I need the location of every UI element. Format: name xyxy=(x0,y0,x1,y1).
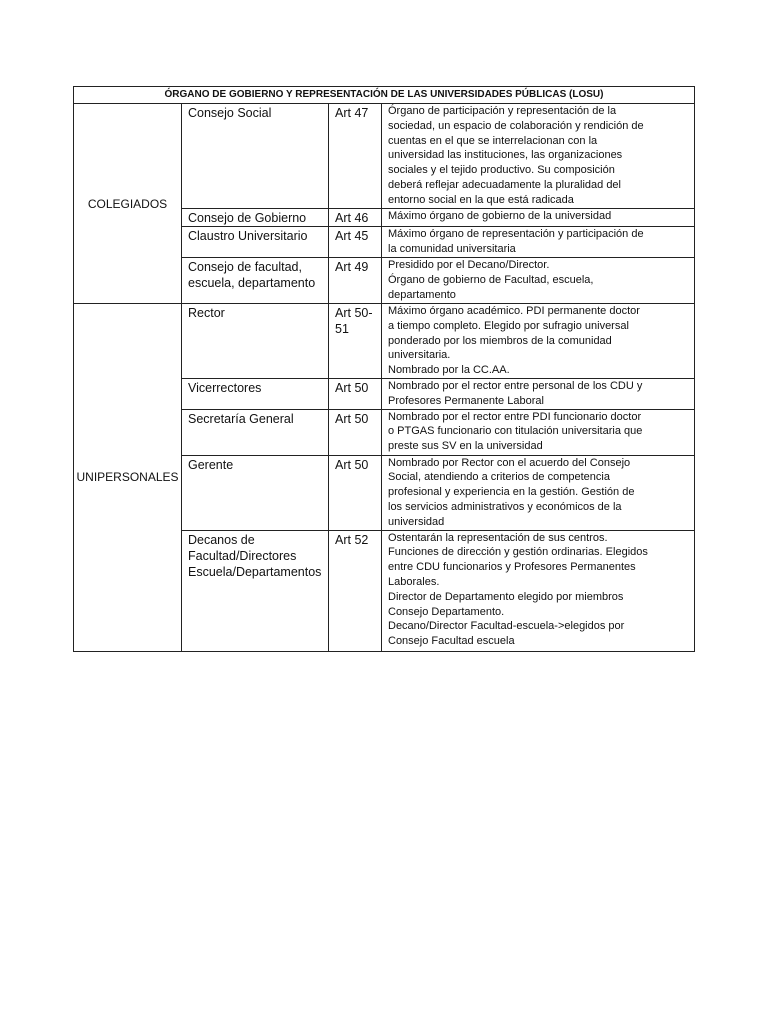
table-body xyxy=(74,104,695,652)
description-line: Órgano de participación y representación de la xyxy=(388,105,617,117)
description-line: Profesores Permanente Laboral xyxy=(388,394,544,407)
description-line: entorno social en la que está radicada xyxy=(388,193,574,206)
description-line: cuentas en el que se interrelacionan con la xyxy=(388,134,598,147)
description-line: sociedad, un espacio de colaboración y rendición de xyxy=(388,119,644,132)
article-cell: Art 47 xyxy=(329,104,382,209)
description-line: Máximo órgano de gobierno de la universidad xyxy=(388,210,612,222)
description-line: Máximo órgano de representación y participación de xyxy=(388,228,644,240)
description-line: los servicios administrativos y económicos de la xyxy=(388,500,622,513)
organ-name-cell: Consejo de Gobierno xyxy=(182,209,329,227)
description-line: Funciones de dirección y gestión ordinarias. Elegidos xyxy=(388,546,648,559)
description-line: la comunidad universitaria xyxy=(388,242,516,255)
description-line: profesional y experiencia en la gestión. Gestión de xyxy=(388,486,635,499)
description-line: Consejo Departamento. xyxy=(388,605,505,618)
category-cell: COLEGIADOS xyxy=(74,104,182,304)
table-title-row xyxy=(74,87,695,104)
organ-name-cell: Consejo de facultad, escuela, departamento xyxy=(182,258,329,304)
article-cell: Art 50 xyxy=(329,409,382,455)
governance-table xyxy=(73,86,695,652)
description-line: preste sus SV en la universidad xyxy=(388,440,543,453)
description-line: Social, atendiendo a criterios de competencia xyxy=(388,471,610,484)
description-cell xyxy=(382,530,695,651)
description-line: Laborales. xyxy=(388,575,440,588)
article-cell: Art 50 xyxy=(329,379,382,410)
organ-name-cell: Gerente xyxy=(182,455,329,530)
description-line: Consejo Facultad escuela xyxy=(388,635,515,648)
description-line: sociales y el tejido productivo. Su composición xyxy=(388,164,615,177)
description-cell xyxy=(382,304,695,379)
description-cell xyxy=(382,227,695,258)
description-line: Órgano de gobierno de Facultad, escuela, xyxy=(388,273,594,286)
description-line: a tiempo completo. Elegido por sufragio universal xyxy=(388,319,629,332)
description-line: Nombrado por la CC.AA. xyxy=(388,364,510,377)
description-line: Decano/Director Facultad-escuela->elegidos por xyxy=(388,620,625,633)
article-cell: Art 45 xyxy=(329,227,382,258)
table-title: ÓRGANO DE GOBIERNO Y REPRESENTACIÓN DE LAS UNIVERSIDADES PÚBLICAS (LOSU) xyxy=(74,87,695,104)
description-cell xyxy=(382,258,695,304)
description-cell xyxy=(382,209,695,227)
article-cell: Art 46 xyxy=(329,209,382,227)
organ-name-cell: Claustro Universitario xyxy=(182,227,329,258)
description-line: universidad las instituciones, las organizaciones xyxy=(388,149,623,162)
description-line: Nombrado por el rector entre PDI funcionario doctor xyxy=(388,410,642,423)
description-cell xyxy=(382,104,695,209)
description-cell xyxy=(382,409,695,455)
description-line: deberá reflejar adecuadamente la pluralidad del xyxy=(388,178,621,191)
organ-name-cell: Decanos de Facultad/Directores Escuela/Departamentos xyxy=(182,530,329,651)
description-line: departamento xyxy=(388,288,456,301)
description-line: o PTGAS funcionario con titulación universitaria que xyxy=(388,425,643,438)
article-cell: Art 49 xyxy=(329,258,382,304)
description-line: entre CDU funcionarios y Profesores Permanentes xyxy=(388,561,636,574)
description-line: universitaria. xyxy=(388,349,451,362)
organ-name-cell: Consejo Social xyxy=(182,104,329,209)
article-cell: Art 52 xyxy=(329,530,382,651)
organ-name-cell: Secretaría General xyxy=(182,409,329,455)
article-cell: Art 50-51 xyxy=(329,304,382,379)
description-line: Nombrado por Rector con el acuerdo del Consejo xyxy=(388,456,631,469)
description-line: Presidido por el Decano/Director. xyxy=(388,259,550,271)
organ-name-cell: Vicerrectores xyxy=(182,379,329,410)
description-line: ponderado por los miembros de la comunidad xyxy=(388,334,612,347)
article-cell: Art 50 xyxy=(329,455,382,530)
description-line: Ostentarán la representación de sus centros. xyxy=(388,531,608,544)
description-cell xyxy=(382,379,695,410)
description-line: Director de Departamento elegido por miembros xyxy=(388,590,624,603)
description-line: universidad xyxy=(388,515,445,528)
description-line: Nombrado por el rector entre personal de los CDU y xyxy=(388,380,643,392)
organ-name-cell: Rector xyxy=(182,304,329,379)
description-cell xyxy=(382,455,695,530)
table-row xyxy=(74,104,695,209)
description-line: Máximo órgano académico. PDI permanente doctor xyxy=(388,305,640,317)
table-row xyxy=(74,304,695,379)
category-cell: UNIPERSONALES xyxy=(74,304,182,652)
